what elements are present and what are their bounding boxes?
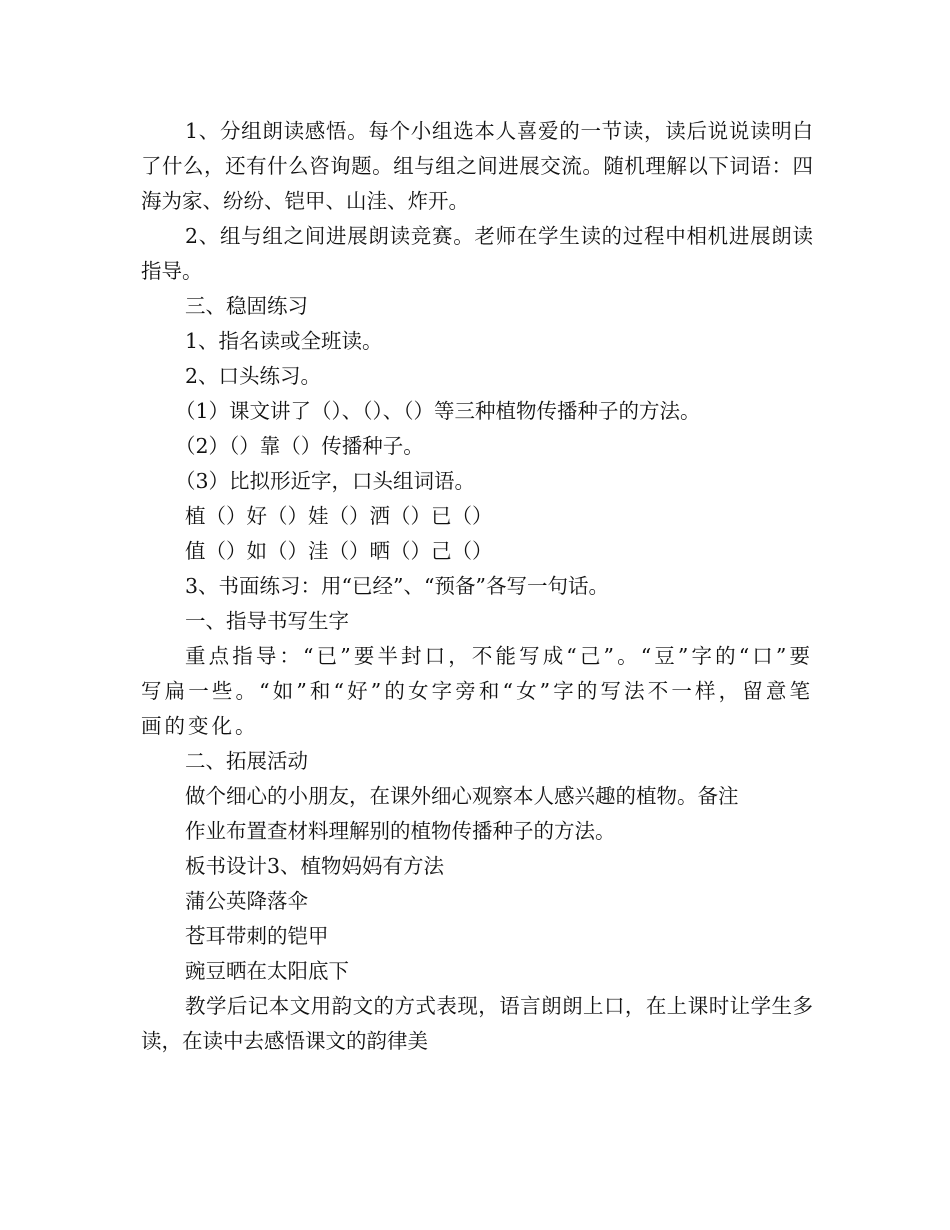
exercise-item-1: （1）课文讲了（）、（）、（）等三种植物传播种子的方法。 bbox=[175, 399, 701, 423]
character-row-1: 植（）好（）娃（）洒（）已（） bbox=[185, 504, 493, 528]
paragraph-homework: 作业布置查材料理解别的植物传播种子的方法。 bbox=[185, 819, 616, 843]
section-heading-writing: 一、指导书写生字 bbox=[185, 609, 349, 633]
paragraph-read-aloud: 1、指名读或全班读。 bbox=[185, 329, 383, 353]
paragraph-teaching-notes: 教学后记本文用韵文的方式表现，语言朗朗上口，在上课时让学生多读，在读中去感悟课文的韵律美 bbox=[141, 994, 813, 1053]
section-heading-practice: 三、稳固练习 bbox=[185, 294, 308, 318]
paragraph-written-practice: 3、书面练习：用“已经”、“预备”各写一句话。 bbox=[185, 574, 609, 598]
section-heading-extension: 二、拓展活动 bbox=[185, 749, 308, 773]
board-line-pea: 豌豆晒在太阳底下 bbox=[185, 959, 349, 983]
paragraph-key-guidance: 重点指导：“已”要半封口，不能写成“己”。“豆”字的“口”要写扁一些。“如”和“好”的女字旁和“女”字的写法不一样，留意笔画的变化。 bbox=[141, 644, 813, 738]
board-line-cocklebur: 苍耳带刺的铠甲 bbox=[185, 924, 329, 948]
exercise-item-3: （3）比拟形近字，口头组词语。 bbox=[175, 469, 476, 493]
exercise-item-2: （2）（）靠（）传播种子。 bbox=[175, 434, 424, 458]
paragraph-group-reading: 1、分组朗读感悟。每个小组选本人喜爱的一节读，读后说说读明白了什么，还有什么咨询题。组与组之间进展交流。随机理解以下词语：四海为家、纷纷、铠甲、山洼、炸开。 bbox=[141, 119, 813, 213]
board-line-dandelion: 蒲公英降落伞 bbox=[185, 889, 308, 913]
paragraph-reading-contest: 2、组与组之间进展朗读竞赛。老师在学生读的过程中相机进展朗读指导。 bbox=[141, 224, 813, 283]
paragraph-observe-plants: 做个细心的小朋友，在课外细心观察本人感兴趣的植物。备注 bbox=[185, 784, 739, 808]
character-row-2: 值（）如（）洼（）晒（）己（） bbox=[185, 539, 493, 563]
document-body bbox=[141, 114, 813, 1059]
paragraph-oral-practice: 2、口头练习。 bbox=[185, 364, 322, 388]
paragraph-board-design: 板书设计3、植物妈妈有方法 bbox=[185, 854, 445, 878]
